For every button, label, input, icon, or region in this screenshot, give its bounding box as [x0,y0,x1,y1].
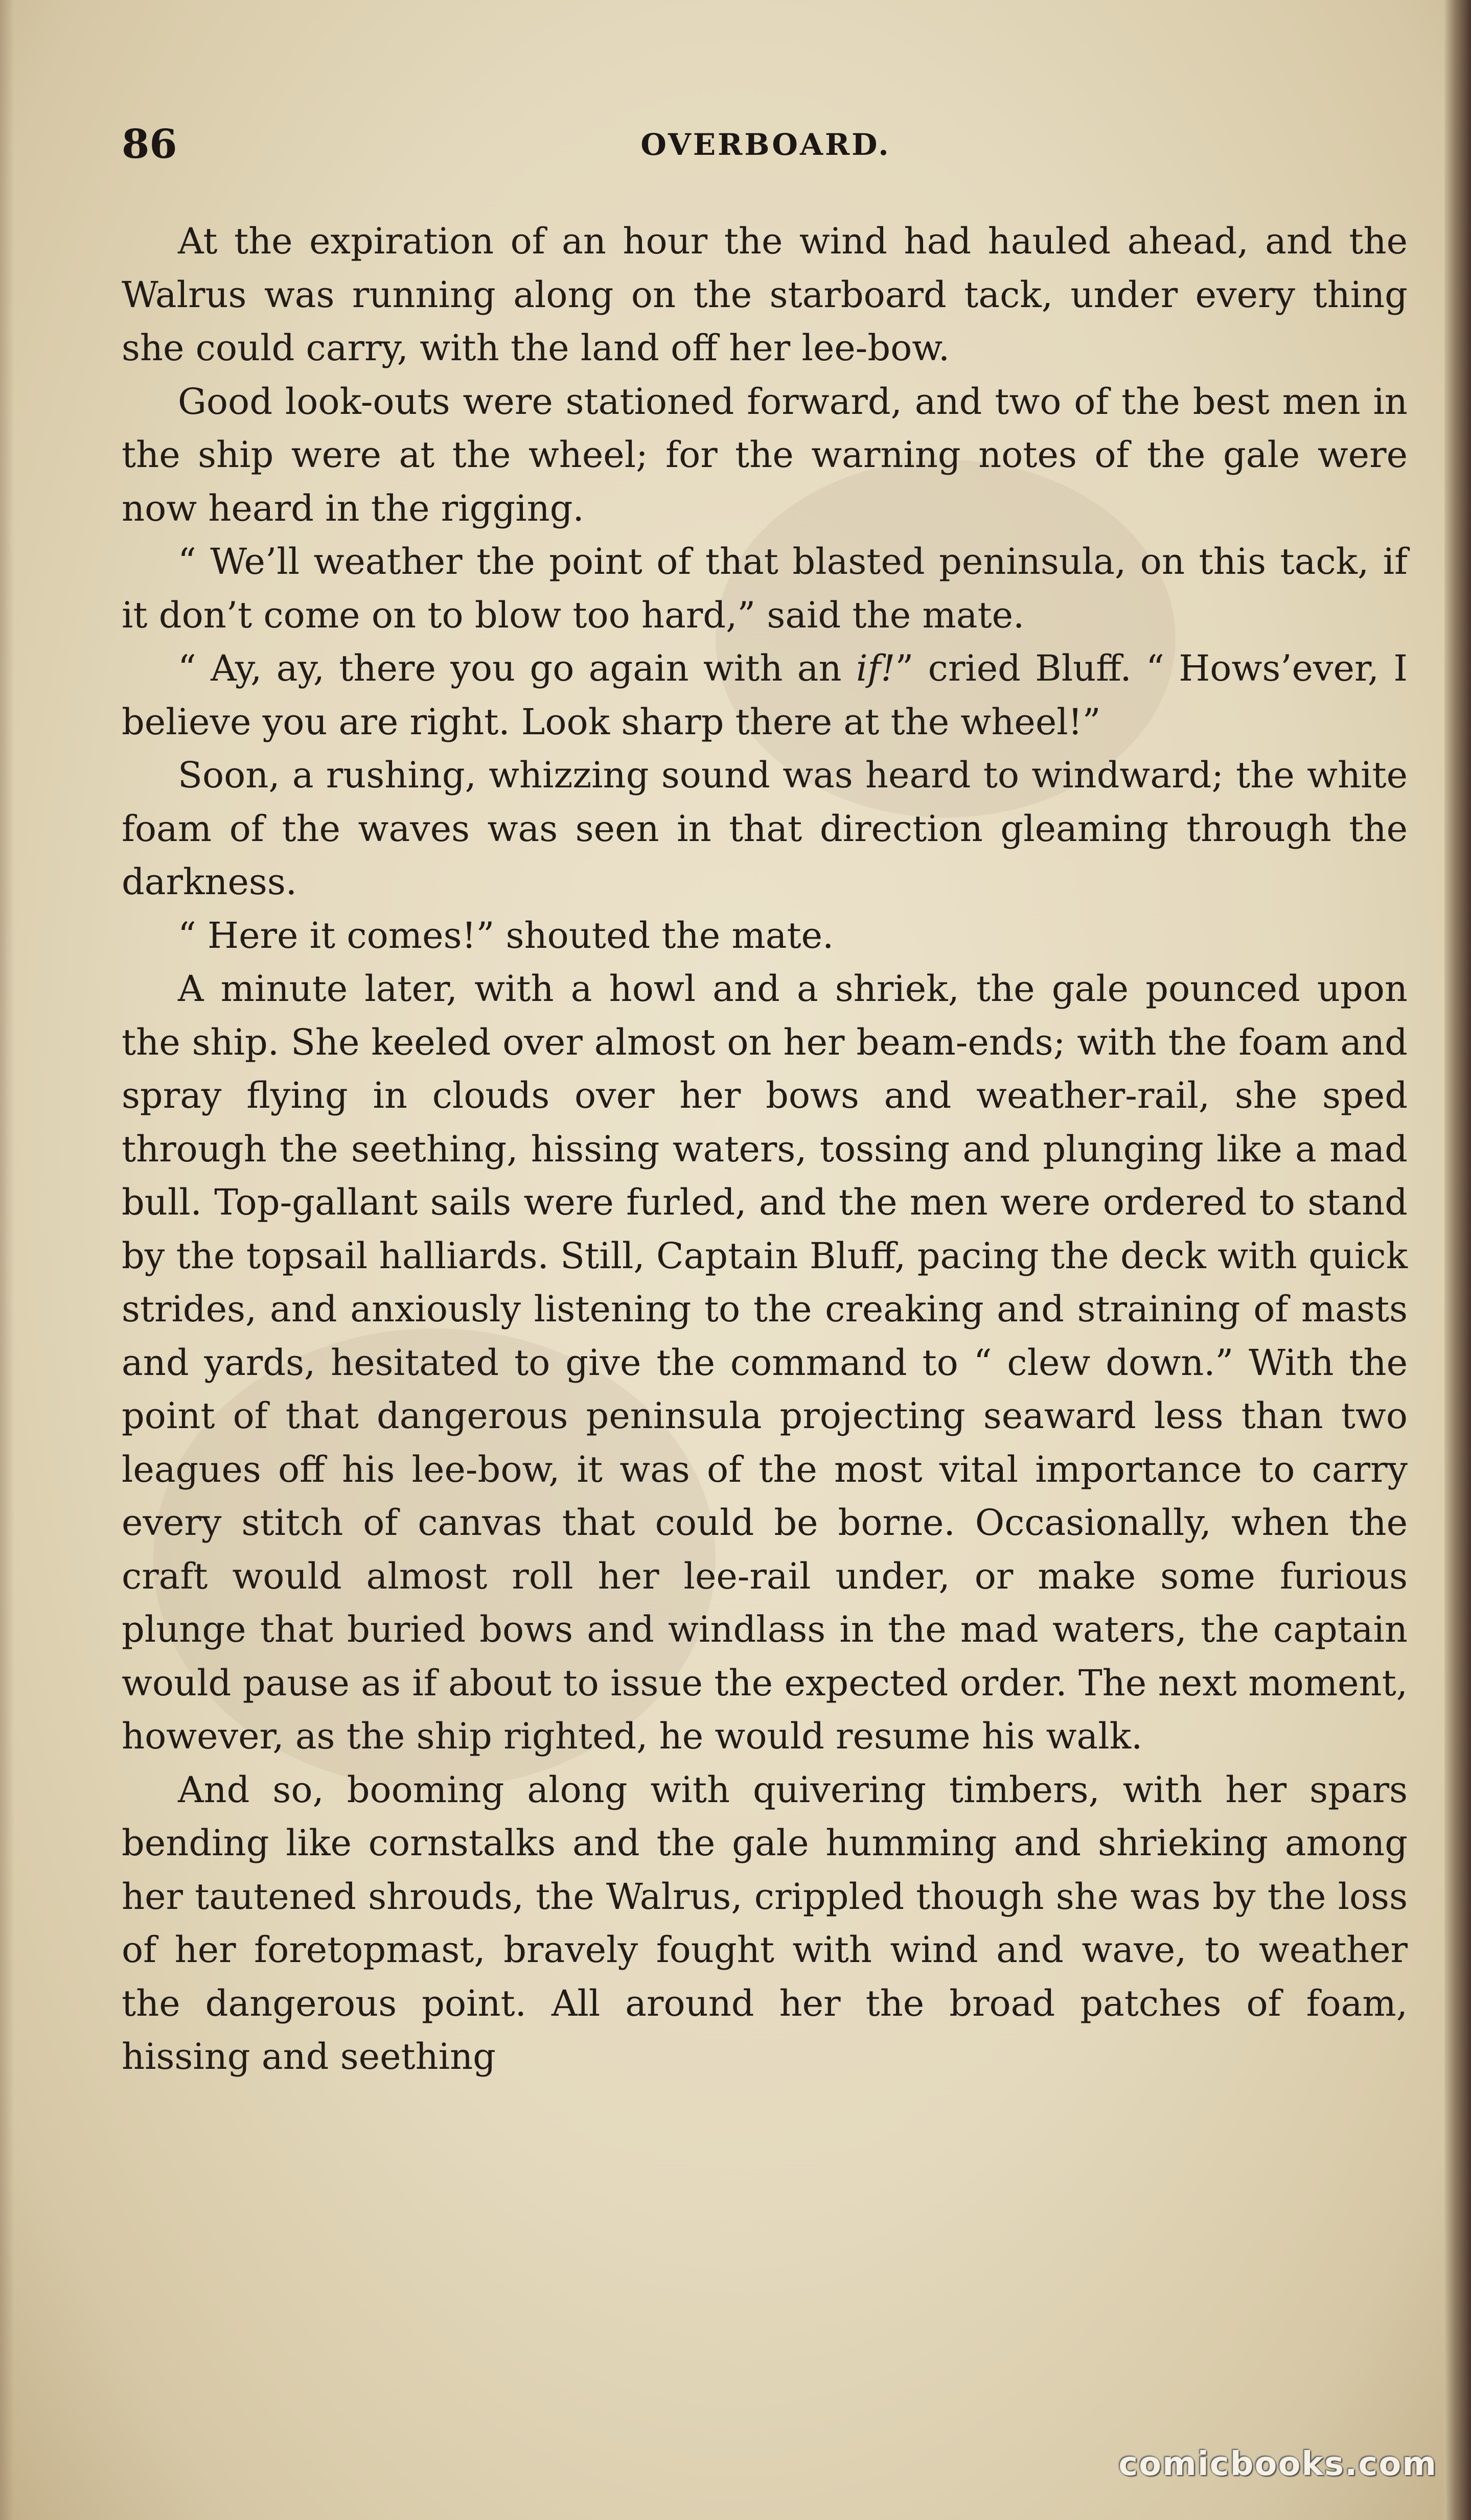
paragraph: “ We’ll weather the point of that blasted peninsula, on this tack, if it don’t come on to blow too hard,” said the mate. [122,541,1408,636]
paragraph: A minute later, with a howl and a shriek, the gale pounced upon the ship. She keeled over almost on her beam-ends; with the foam and spray flying in clouds over her bows and weather-rail, she sped through the seething, hissing waters, tossing and plunging like a mad bull. Top-gallant sails were furled, and the men were ordered to stand by the topsail halliards. Still, Captain Bluff, pacing the deck with quick strides, and anxiously listening to the creaking and straining of masts and yards, hesitated to give the command to “ clew down.” With the point of that dangerous peninsula projecting seaward less than two leagues off his lee-bow, it was of the most vital importance to carry every stitch of canvas that could be borne. Occasionally, when the craft would almost roll her lee-rail under, or make some furious plunge that buried bows and windlass in the mad waters, the captain would pause as if about to issue the expected order. The next moment, however, as the ship righted, he would resume his walk. [122,968,1408,1757]
page-number: 86 [122,121,177,168]
dialogue-text: ” cried Bluff. “ Hows’ever, I believe you are right. Look sharp there at the wheel!” [122,647,1408,743]
paragraph: “ Here it comes!” shouted the mate. [178,914,834,956]
paragraph: At the expiration of an hour the wind had hauled ahead, and the Walrus was running along on the starboard tack, under every thing she could carry, with the land off her lee-bow. [122,220,1408,369]
paragraph: Soon, a rushing, whizzing sound was heard to windward; the white foam of the waves was seen in that direction gleaming through the darkness. [122,754,1408,903]
body-text [122,215,1408,2084]
italic-word: if! [856,647,895,689]
watermark-text: comicbooks.com [1118,2445,1437,2483]
page-gutter-shadow [0,0,14,2520]
page-edge-shadow [1444,0,1471,2520]
page-header [122,116,1410,173]
paragraph: Good look-outs were stationed forward, and two of the best men in the ship were at the wheel; for the warning notes of the gale were now heard in the rigging. [122,380,1408,529]
running-head: OVERBOARD. [640,127,891,162]
paragraph [122,642,1408,749]
paragraph: And so, booming along with quivering timbers, with her spars bending like cornstalks and the gale humming and shrieking among her tautened shrouds, the Walrus, crippled though she was by the loss of her foretopmast, bravely fought with wind and wave, to weather the dangerous point. All around her the broad patches of foam, hissing and seething [122,1768,1408,2078]
dialogue-text: “ Ay, ay, there you go again with an [178,647,842,689]
